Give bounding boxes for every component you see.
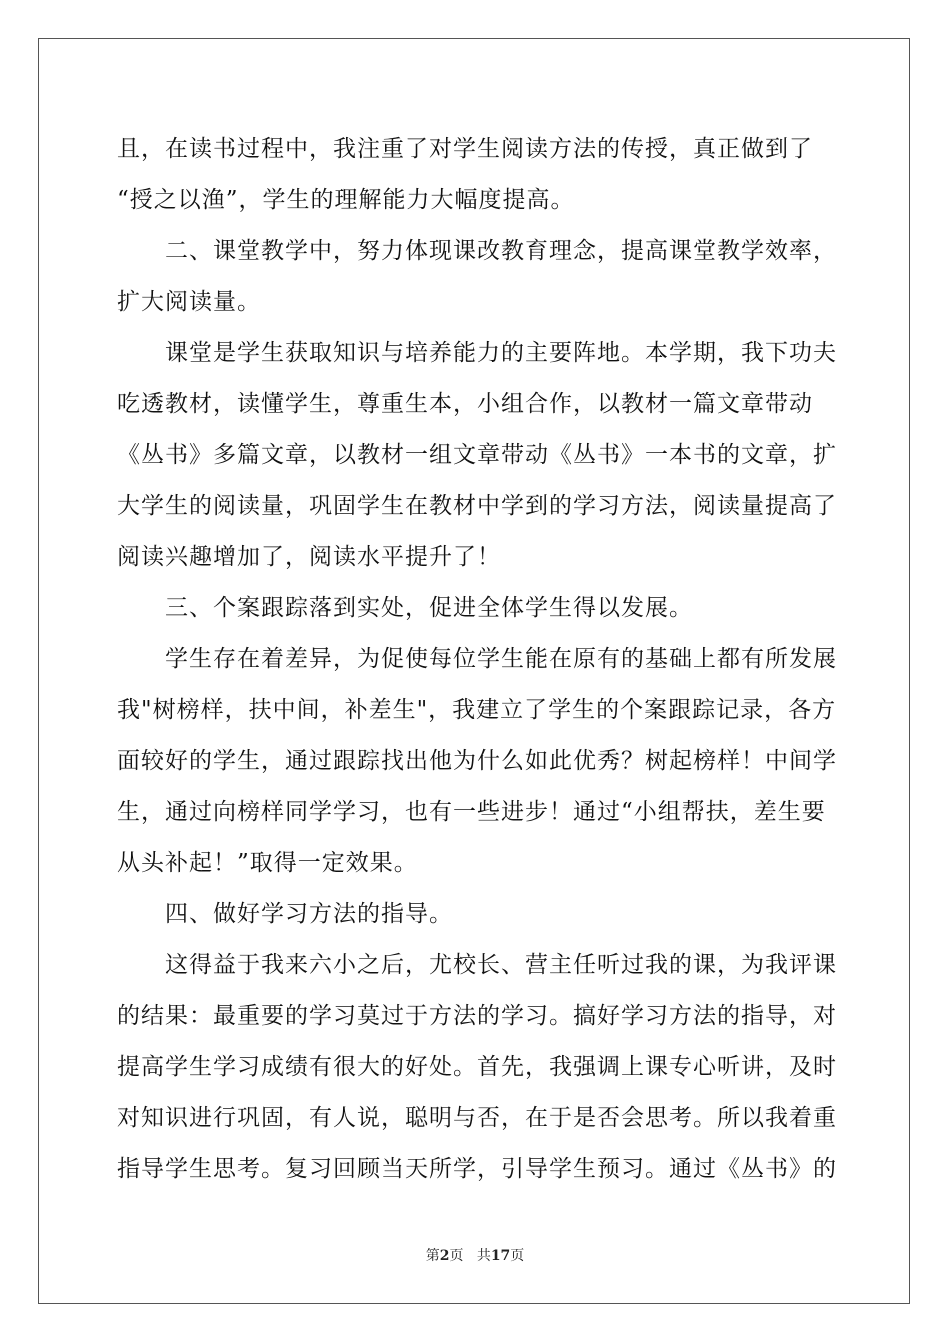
page-suffix: 页: [449, 1248, 464, 1264]
text-line: 的结果：最重要的学习莫过于方法的学习。搞好学习方法的指导，对: [117, 1003, 837, 1029]
text-line: 提高学生学习成绩有很大的好处。首先，我强调上课专心听讲，及时: [117, 1054, 837, 1080]
page-number: 2: [439, 1248, 450, 1264]
page-prefix: 第: [425, 1248, 440, 1264]
text-line: 吃透教材，读懂学生，尊重生本，小组合作，以教材一篇文章带动: [117, 391, 813, 417]
text-line: “授之以渔”，学生的理解能力大幅度提高。: [117, 187, 575, 213]
section-heading: 二、课堂教学中，努力体现课改教育理念，提高课堂教学效率，: [165, 238, 837, 264]
text-line: 生，通过向榜样同学学习，也有一些进步！通过“小组帮扶，差生要: [117, 799, 826, 825]
text-line: 我"树榜样，扶中间，补差生"，我建立了学生的个案跟踪记录，各方: [117, 697, 837, 723]
text-line: 从头补起！”取得一定效果。: [117, 850, 418, 876]
text-line: 这得益于我来六小之后，尤校长、营主任听过我的课，为我评课: [165, 952, 837, 978]
text-line: 学生存在着差异，为促使每位学生能在原有的基础上都有所发展: [165, 646, 837, 672]
text-line: 《丛书》多篇文章，以教材一组文章带动《丛书》一本书的文章，扩: [117, 442, 837, 468]
text-line: 面较好的学生，通过跟踪找出他为什么如此优秀？树起榜样！中间学: [117, 748, 837, 774]
document-body: [117, 124, 837, 1195]
text-line: 扩大阅读量。: [117, 289, 261, 315]
page-footer: [0, 1245, 950, 1265]
text-line: 阅读兴趣增加了，阅读水平提升了！: [117, 544, 501, 570]
text-line: 对知识进行巩固，有人说，聪明与否，在于是否会思考。所以我着重: [117, 1105, 837, 1131]
text-line: 大学生的阅读量，巩固学生在教材中学到的学习方法，阅读量提高了: [117, 493, 837, 519]
section-heading: 三、个案跟踪落到实处，促进全体学生得以发展。: [165, 595, 693, 621]
total-prefix: 共: [476, 1248, 491, 1264]
total-suffix: 页: [510, 1248, 525, 1264]
text-line: 指导学生思考。复习回顾当天所学，引导学生预习。通过《丛书》的: [117, 1156, 837, 1182]
section-heading: 四、做好学习方法的指导。: [165, 901, 453, 927]
text-line: 且，在读书过程中，我注重了对学生阅读方法的传授，真正做到了: [117, 136, 813, 162]
total-pages: 17: [490, 1248, 511, 1264]
text-line: 课堂是学生获取知识与培养能力的主要阵地。本学期，我下功夫: [165, 340, 837, 366]
